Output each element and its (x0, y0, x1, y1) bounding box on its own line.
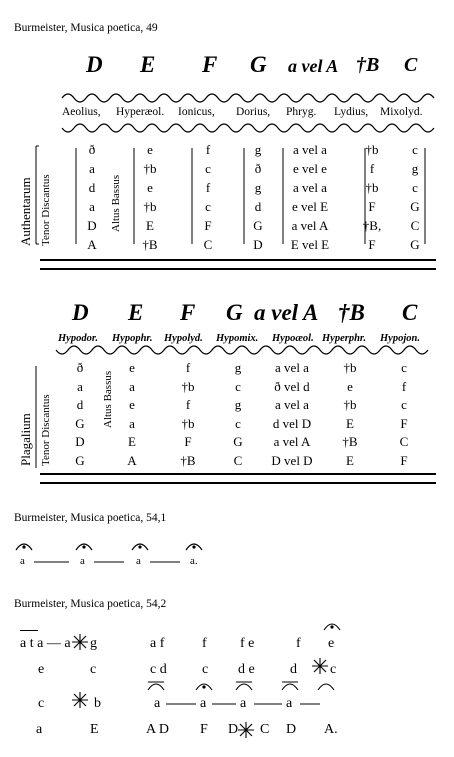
side-label-voices: Tenor Discantus (40, 394, 52, 466)
mode-label: Phryg. (286, 106, 317, 118)
grid-cell: g (254, 180, 262, 195)
grid-cell: C (233, 452, 243, 468)
note: d (290, 662, 297, 677)
caption-49: Burmeister, Musica poetica, 49 (14, 22, 158, 34)
note: a (20, 555, 25, 567)
grid-cell: E (346, 452, 354, 468)
mode-label: Hyperphr. (322, 333, 367, 344)
grid-cell: c (205, 199, 211, 214)
grid-cell: F (400, 415, 408, 431)
grid-cell: D (75, 434, 85, 449)
grid-cell: †b (181, 378, 195, 394)
grid-cell: a vel a (275, 360, 309, 375)
grid-cell: D (253, 237, 263, 252)
note-header: a vel A (254, 300, 319, 325)
grid-cell: †B, (362, 218, 382, 233)
note: a (80, 555, 85, 567)
note-header: E (128, 300, 144, 325)
mode-label: Hypodor. (58, 333, 98, 344)
grid-cell: a (89, 199, 95, 214)
note: f e (240, 636, 255, 651)
divider (40, 482, 436, 484)
note: g (90, 636, 97, 651)
side-label-voices: Altus Bassus (102, 370, 114, 428)
grid-cell: a (129, 415, 135, 431)
grid-cell: C (399, 434, 409, 449)
divider (40, 268, 436, 270)
grid-cell: f (205, 142, 211, 157)
note-header: †B (356, 54, 380, 76)
grid-cell: f (205, 180, 211, 195)
grid-cell: G (75, 415, 85, 431)
note-header: F (202, 52, 218, 77)
note: a (240, 696, 247, 711)
note: e (38, 662, 45, 677)
note: C (260, 722, 270, 737)
grid-cell: a vel a (293, 142, 327, 157)
note: e (328, 636, 335, 651)
grid-cell: E (146, 218, 154, 233)
grid-cell: e (147, 142, 153, 157)
note: f (202, 636, 207, 651)
grid-cell: d (254, 199, 262, 214)
grid-cell: ð (254, 161, 262, 176)
mode-label: Mixolyd. (380, 106, 423, 118)
grid-cell: c (235, 378, 241, 394)
grid-cell: A (87, 237, 97, 252)
grid-cell: †b (181, 415, 195, 431)
note: c (38, 696, 45, 711)
grid-cell: ð vel d (274, 378, 310, 394)
grid-cell: G (410, 199, 420, 214)
grid-cell: e vel E (291, 199, 329, 214)
sharp-glyph (0, 720, 454, 744)
note: c (202, 662, 209, 677)
grid-cell: a vel A (273, 434, 311, 449)
grid-cell: G (253, 218, 263, 233)
note: a t a — a (20, 636, 71, 651)
note: a (136, 555, 141, 567)
mode-label: Dorius, (236, 106, 271, 118)
side-label-authentarum: Authentarum (18, 177, 33, 246)
note-header: F (180, 300, 196, 325)
grid-cell: f (185, 360, 191, 375)
grid-cell: g (234, 360, 242, 375)
grid-cell: C (410, 218, 420, 233)
grid-cell: G (75, 452, 85, 468)
note: D (286, 722, 297, 737)
grid-cell: E (346, 415, 354, 431)
grid-cell: e vel e (293, 161, 327, 176)
grid-cell: ð (76, 360, 84, 375)
grid-cell: c (401, 360, 407, 375)
ornaments (0, 614, 454, 674)
grid-cell: D vel D (271, 452, 313, 468)
note: a (154, 696, 161, 711)
grid-cell: †b (143, 199, 157, 214)
grid-cell: F (204, 218, 212, 233)
grid-cell: d (76, 397, 84, 412)
side-label-voices: Altus Bassus (110, 174, 122, 232)
note-header: G (226, 300, 243, 325)
wavy-brackets-bottom (0, 124, 454, 140)
note: F (200, 722, 208, 737)
grid-cell: a (77, 378, 83, 394)
note-header: a vel A (288, 56, 339, 76)
note: d e (238, 662, 255, 677)
grid-cell: †b (365, 142, 379, 157)
mode-label: Aeolius, (62, 106, 101, 118)
grid-cell: e (129, 360, 135, 375)
grid-cell: g (254, 142, 262, 157)
grid-cell: e (347, 378, 353, 394)
grid-cell: e (147, 180, 153, 195)
grid-cell: E vel E (290, 237, 330, 252)
note: c (90, 662, 97, 677)
note: c d (150, 662, 167, 677)
side-label-plagalium: Plagalium (18, 413, 33, 466)
grid-cell: F (184, 434, 192, 449)
grid-cell: †B (142, 237, 158, 252)
grid-cell: e (129, 397, 135, 412)
fermata-row (14, 538, 254, 568)
grid-cell: c (412, 142, 418, 157)
divider (40, 259, 436, 261)
grid-cell: E (128, 434, 136, 449)
note-header: C (402, 300, 418, 325)
grid-cell: a vel a (293, 180, 327, 195)
grid-cell: †B (180, 452, 196, 468)
grid-cell: †b (365, 180, 379, 195)
grid-cell: a vel a (275, 397, 309, 412)
note: E (90, 722, 99, 737)
caption-54-1: Burmeister, Musica poetica, 54,1 (14, 512, 167, 524)
grid-cell: d (88, 180, 96, 195)
note-header: †B (338, 300, 365, 325)
note-header: C (404, 54, 418, 76)
grid-cell: †b (143, 161, 157, 176)
mode-label: Ionicus, (178, 106, 215, 118)
grid-cell: G (410, 237, 420, 252)
note: a f (150, 636, 165, 651)
note: c (330, 662, 337, 677)
mode-label: Hypoæol. (272, 333, 314, 344)
grid-cell: †b (343, 397, 357, 412)
grid-cell: F (368, 237, 376, 252)
note: a (200, 696, 207, 711)
grid-cell: f (369, 161, 375, 176)
note-header: E (140, 52, 156, 77)
note: A. (324, 722, 338, 737)
grid-cell: F (400, 452, 408, 468)
grid-cell: g (411, 161, 419, 176)
grid-cell: A (127, 452, 137, 468)
note-header: D (86, 52, 103, 77)
mode-label: Hypolyd. (164, 333, 203, 344)
divider (40, 473, 436, 475)
mode-label: Hyperæol. (116, 106, 165, 118)
grid-cell: c (401, 397, 407, 412)
grid-cell: d vel D (272, 415, 312, 431)
note: a (286, 696, 293, 711)
grid-cell: D (87, 218, 97, 233)
grid-cell: †b (343, 360, 357, 375)
caption-54-2: Burmeister, Musica poetica, 54,2 (14, 598, 167, 610)
grid-cell: †B (342, 434, 358, 449)
note: D (228, 722, 239, 737)
grid-cell: c (412, 180, 418, 195)
grid-cell: F (368, 199, 376, 214)
note: a (36, 722, 43, 737)
grid-cell: a (129, 378, 135, 394)
mode-label: Lydius, (334, 106, 369, 118)
grid-cell: a (89, 161, 95, 176)
grid-cell: f (401, 378, 407, 394)
mode-label: Hypomix. (216, 333, 259, 344)
grid-cell: C (203, 237, 213, 252)
grid-cell: ð (88, 142, 96, 157)
grid-cell: c (235, 415, 241, 431)
wavy-brackets-top (0, 86, 454, 106)
grid-cell: c (205, 161, 211, 176)
note: A D (146, 722, 169, 737)
note: b (94, 696, 101, 711)
dash-lines (0, 694, 454, 714)
note: f (296, 636, 301, 651)
note: a. (190, 555, 198, 567)
note-header: G (250, 52, 267, 77)
mode-label: Hypophr. (112, 333, 153, 344)
grid-cell: f (185, 397, 191, 412)
side-label-voices: Tenor Discantus (40, 174, 52, 246)
mode-label: Hypojon. (380, 333, 420, 344)
grid-cell: g (234, 397, 242, 412)
note-header: D (72, 300, 89, 325)
grid-cell: G (233, 434, 243, 449)
grid-cell: a vel A (291, 218, 329, 233)
